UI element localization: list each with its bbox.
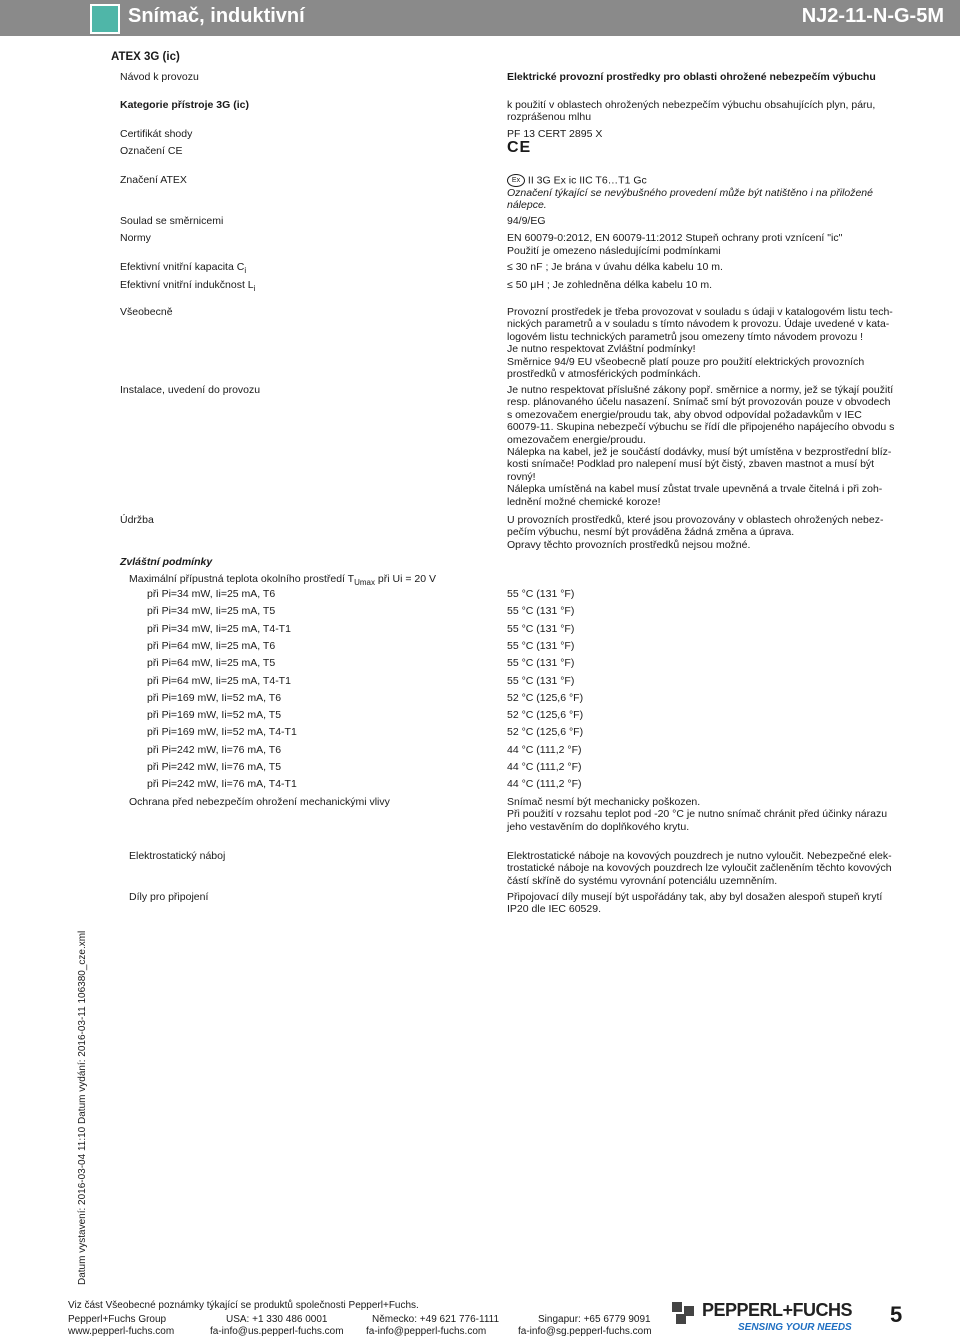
dily-value: [507, 891, 907, 916]
text-line: omezovačem energie/proudu.: [507, 433, 646, 446]
condition-label: při Pi=242 mW, Ii=76 mA, T5: [147, 761, 282, 773]
ce-mark-icon: CE: [507, 139, 532, 156]
le-icon: ≤: [507, 261, 516, 273]
instalace-value: [507, 384, 907, 508]
text-line: s omezovačem energie/proudu tak, aby obvod odpovídal požadavkům v IEC: [507, 408, 862, 421]
footer-col-usa: [210, 1314, 344, 1338]
model-number: NJ2-11-N-G-5M: [801, 5, 944, 27]
condition-temp: 44 °C (111,2 °F): [507, 761, 582, 773]
text-line: částí skříně do systému vyrovnání potenciálu uzemněním.: [507, 874, 778, 887]
condition-label: při Pi=169 mW, Ii=52 mA, T6: [147, 692, 282, 704]
condition-label: při Pi=34 mW, Ii=25 mA, T6: [147, 588, 276, 600]
condition-label: při Pi=64 mW, Ii=25 mA, T6: [147, 640, 276, 652]
product-icon: [90, 4, 120, 34]
normy-label: Normy: [120, 232, 151, 244]
kategorie-value: k použití v oblastech ohrožených nebezpečím výbuchu obsahujících plyn, páru, rozprášenou mlhu: [507, 99, 876, 124]
footer-text: Singapur: +65 6779 9091: [538, 1314, 651, 1325]
esd-label: Elektrostatický náboj: [129, 850, 226, 862]
text-line: prostředků v atmosférických podmínkách.: [507, 368, 701, 381]
footer-link[interactable]: www.pepperl-fuchs.com: [68, 1326, 175, 1337]
page-title: Snímač, induktivní: [128, 5, 305, 27]
vseobecne-label: Všeobecně: [120, 306, 173, 318]
ce-label: Označení CE: [120, 145, 183, 157]
text-line: nických parametrů a v souladu s tímto návodem k provozu. Údaje uvedené v kata-: [507, 318, 890, 331]
normy-value: EN 60079-0:2012, EN 60079-11:2012 Stupeň ochrany proti vznícení "ic": [507, 232, 843, 244]
text-line: IP20 dle IEC 60529.: [507, 903, 601, 916]
atex-note: Označení týkající se nevýbušného provedení může být natištěno i na přiložené nálepce.: [507, 187, 873, 212]
instalace-label: Instalace, uvedení do provozu: [120, 384, 261, 396]
esd-value: [507, 850, 907, 887]
text-line: Snímač nesmí být mechanicky poškozen.: [507, 796, 701, 808]
side-metadata: [76, 930, 90, 1285]
temp-tail: při Ui = 20 V: [374, 573, 436, 585]
indukcnost-label: Efektivní vnitřní indukčnost L: [120, 279, 254, 291]
cert-label: Certifikát shody: [120, 128, 193, 140]
footer-link[interactable]: fa-info@pepperl-fuchs.com: [366, 1326, 487, 1337]
mech-value: [507, 796, 907, 833]
section-title: ATEX 3G (ic): [111, 51, 180, 63]
normy-note: Použití je omezeno následujícími podmínkami: [507, 245, 721, 257]
ex-icon: Ex: [507, 174, 525, 187]
text-line: rovný!: [507, 470, 536, 483]
condition-label: při Pi=169 mW, Ii=52 mA, T5: [147, 709, 282, 721]
indukcnost-row: [507, 279, 907, 291]
smernice-label: Soulad se směrnicemi: [120, 215, 224, 227]
footer-col-group: [68, 1314, 174, 1338]
condition-temp: 55 °C (131 °F): [507, 640, 575, 652]
text-line: Nálepka umístěná na kabel musí zůstat trvale upevněná a trvale čitelná i při zoh-: [507, 483, 883, 496]
condition-temp: 55 °C (131 °F): [507, 605, 575, 617]
navod-label: Návod k provozu: [120, 71, 199, 83]
text-line: kosti snímače! Podklad pro nalepení musí být čistý, zbaven mastnot a musí být: [507, 458, 875, 471]
smernice-value: 94/9/EG: [507, 215, 546, 227]
condition-temp: 55 °C (131 °F): [507, 588, 575, 600]
text-line: resp. plánovaného účelu nasazení. Snímač smí být provozován pouze v obvodech: [507, 396, 891, 409]
pf-logo-icon: [672, 1302, 694, 1324]
condition-label: při Pi=242 mW, Ii=76 mA, T4-T1: [147, 778, 297, 790]
indukcnost-value: 50 μH ; Je zohledněna délka kabelu 10 m.: [515, 279, 713, 291]
condition-label: při Pi=34 mW, Ii=25 mA, T5: [147, 605, 276, 617]
kapacita-row: [507, 261, 907, 273]
brand-slogan: SENSING YOUR NEEDS: [738, 1322, 852, 1333]
footer-col-singapore: [518, 1314, 652, 1338]
footer-note: Viz část Všeobecné poznámky týkající se produktů společnosti Pepperl+Fuchs.: [68, 1300, 419, 1311]
condition-temp: 44 °C (111,2 °F): [507, 744, 582, 756]
vseobecne-value: [507, 306, 907, 380]
text-line: Provozní prostředek je třeba provozovat v souladu s údaji v katalogovém listu tech-: [507, 306, 893, 318]
mech-label: Ochrana před nebezpečím ohrožení mechanickými vlivy: [129, 796, 390, 808]
atex-value: II 3G Ex ic IIC T6…T1 Gc: [527, 174, 647, 187]
brand-name: PEPPERL+FUCHS: [702, 1300, 853, 1320]
condition-label: při Pi=169 mW, Ii=52 mA, T4-T1: [147, 726, 297, 738]
footer-link[interactable]: fa-info@us.pepperl-fuchs.com: [210, 1326, 344, 1337]
text-line: lednění možné chemické koroze!: [507, 495, 661, 508]
text-line: Směrnice 94/9 EU všeobecně platí pouze pro použití elektrických provozních: [507, 355, 865, 368]
condition-temp: 55 °C (131 °F): [507, 675, 575, 687]
page-number: 5: [890, 1302, 903, 1327]
text-line: Je nutno respektovat příslušné zákony popř. směrnice a normy, jež se týkají použití: [507, 384, 894, 396]
text-line: U provozních prostředků, které jsou provozovány v oblastech ohrožených nebez-: [507, 514, 884, 526]
kapacita-label: Efektivní vnitřní kapacita C: [120, 261, 245, 273]
footer-link[interactable]: fa-info@sg.pepperl-fuchs.com: [518, 1326, 652, 1337]
kategorie-label: Kategorie přístroje 3G (ic): [120, 99, 249, 111]
atex-label: Značení ATEX: [120, 174, 187, 186]
condition-label: při Pi=64 mW, Ii=25 mA, T5: [147, 657, 276, 669]
text-line: 60079-11. Skupina nebezpečí výbuchu se řídí dle připojeného napájecího obvodu s: [507, 421, 895, 434]
kapacita-label-row: Efektivní vnitřní kapacita $C_i$: [120, 261, 247, 276]
text-line: pečím výbuchu, nesmí být prováděna žádná změna a úprava.: [507, 526, 795, 539]
condition-label: při Pi=64 mW, Ii=25 mA, T4-T1: [147, 675, 291, 687]
cert-value: PF 13 CERT 2895 X: [507, 128, 603, 140]
text-line: Nálepka na kabel, jež je součástí dodávky, musí být umístěna v bezprostřední blíz-: [507, 446, 892, 459]
text-line: Je nutno respektovat Zvláštní podmínky!: [507, 343, 696, 356]
condition-temp: 52 °C (125,6 °F): [507, 692, 584, 704]
header-bar: [0, 0, 960, 36]
condition-label: při Pi=34 mW, Ii=25 mA, T4-T1: [147, 623, 291, 635]
dily-label: Díly pro připojení: [129, 891, 209, 903]
condition-temp: 55 °C (131 °F): [507, 657, 575, 669]
kapacita-value: 30 nF ; Je brána v úvahu délka kabelu 10 m.: [515, 261, 723, 273]
footer-text: USA: +1 330 486 0001: [226, 1314, 328, 1325]
text-line: Elektrostatické náboje na kovových pouzdrech je nutno vyloučit. Nebezpečné elek-: [507, 850, 892, 862]
condition-temp: 52 °C (125,6 °F): [507, 726, 584, 738]
text-line: logovém listu technických parametrů jsou omezeny tímto návodem provozu !: [507, 330, 864, 343]
condition-temp: 52 °C (125,6 °F): [507, 709, 584, 721]
text-line: trostatické náboje na kovových pouzdrech lze vyloučit začleněním těchto kovových: [507, 862, 892, 875]
text-line: Připojovací díly musejí být uspořádány tak, aby byl dosažen alespoň stupeň krytí: [507, 891, 883, 903]
temp-sub: Umax: [354, 578, 375, 588]
temp-intro: Maximální přípustná teplota okolního prostředí T: [129, 573, 355, 585]
text-line: jeho vestavěním do doplňkového krytu.: [507, 820, 690, 833]
text-line: Při použití v rozsahu teplot pod -20 °C je nutno snímač chránit před účinky nárazu: [507, 808, 888, 821]
condition-temp: 44 °C (111,2 °F): [507, 778, 582, 790]
indukcnost-label-row: Efektivní vnitřní indukčnost $L_i$: [120, 279, 256, 294]
le-icon: ≤: [507, 279, 516, 291]
side-text: Datum vystavení: 2016-03-04 11:10 Datum vydání: 2016-03-11 106380_cze.xml: [77, 930, 88, 1285]
udrzba-value: [507, 514, 907, 551]
condition-temp: 55 °C (131 °F): [507, 623, 575, 635]
special-title: Zvláštní podmínky: [120, 556, 213, 568]
condition-label: při Pi=242 mW, Ii=76 mA, T6: [147, 744, 282, 756]
text-line: Opravy těchto provozních prostředků nejsou možné.: [507, 538, 751, 551]
footer-col-germany: [366, 1314, 499, 1338]
footer-text: Pepperl+Fuchs Group: [68, 1314, 167, 1325]
footer-text: Německo: +49 621 776-1111: [372, 1314, 500, 1325]
udrzba-label: Údržba: [120, 514, 154, 526]
atex-row: [507, 174, 907, 187]
navod-value: Elektrické provozní prostředky pro oblasti ohrožené nebezpečím výbuchu: [507, 71, 876, 83]
brand-logo: [672, 1300, 862, 1336]
